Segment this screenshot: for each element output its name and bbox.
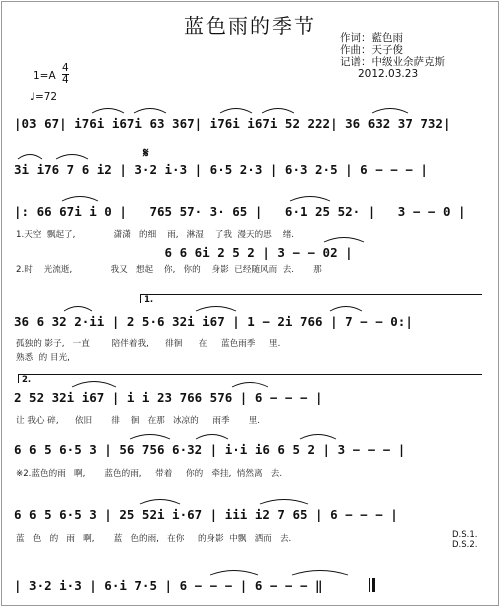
tempo-mark: ♩=72 bbox=[30, 91, 58, 103]
lyric-line-1: 1.天空 飘起了, 潇潇 的细 雨, 淋湿 了我 漫天的思 绪. bbox=[16, 230, 295, 240]
slur bbox=[140, 500, 180, 505]
time-signature-top: 4 bbox=[62, 62, 69, 74]
slur bbox=[134, 109, 166, 114]
segno-sign: 𝄋 bbox=[143, 146, 149, 161]
slur bbox=[260, 500, 308, 505]
slur bbox=[300, 435, 336, 440]
slur bbox=[330, 307, 362, 312]
time-signature-bottom: 4 bbox=[62, 74, 69, 86]
ds-mark-2: D.S.2. bbox=[452, 540, 478, 550]
notation-row-9: | 3·2 i·3 | 6·i 7·5 | 6 − − − | 6 − − − ‖ bbox=[14, 577, 323, 593]
slur bbox=[220, 109, 252, 114]
notation-row-5: 36 6 32 2·ii | 2 5·6 32i i67 | 1 − 2i 766 | 7 − − 0:| bbox=[14, 313, 413, 329]
key-signature: 1=A bbox=[33, 70, 56, 82]
slur bbox=[64, 307, 92, 312]
composer-credit: 作曲：天子俊 bbox=[340, 44, 403, 56]
slur bbox=[262, 109, 294, 114]
slur bbox=[292, 571, 348, 576]
slur bbox=[290, 197, 330, 202]
second-ending-bracket: 2. bbox=[18, 374, 482, 383]
slur bbox=[372, 109, 408, 114]
transcriber-credit: 记谱：中级业余萨克斯 bbox=[340, 56, 445, 68]
date-credit: 2012.03.23 bbox=[358, 68, 419, 80]
slur bbox=[18, 155, 42, 160]
notation-row-3: |: 66 67i i 0 | 765 57· 3· 65 | 6·1 25 52· | 3 − − 0 | bbox=[14, 203, 466, 219]
lyric-line-5: 让 我心 碎, 依旧 徘 徊 在那 冰凉的 雨季 里. bbox=[16, 416, 261, 426]
slur bbox=[130, 435, 170, 440]
notation-row-7: 6 6 5 6·5 3 | 56 756 6·32 | i·i i6 6 5 2 | 3 − − − | bbox=[14, 441, 406, 457]
slur bbox=[92, 109, 124, 114]
notation-row-2: 3i i76 7 6 i2 | 3·2 i·3 | 6·5 2·3 | 6·3 2·5 | 6 − − − | bbox=[14, 161, 428, 177]
lyricist-credit: 作词：藍色雨 bbox=[340, 32, 403, 44]
slur bbox=[324, 238, 364, 243]
notation-row-8: 6 6 5 6·5 3 | 25 52i i·67 | iii i2 7 65 | 6 − − − | bbox=[14, 506, 398, 522]
lyric-line-3: 孤独的 影子, 一直 陪伴着我, 徘徊 在 蓝色雨季 里. bbox=[16, 339, 281, 349]
notation-row-1: |03 67| i76i i67i 63 367| i76i i67i 52 222| 36 632 37 732| bbox=[14, 115, 451, 131]
slur bbox=[196, 435, 228, 440]
slur bbox=[196, 307, 236, 312]
first-ending-bracket: 1. bbox=[140, 294, 482, 303]
slur bbox=[72, 382, 116, 388]
notation-row-4: 6 6 6i 2 5 2 | 3 − − 02 | bbox=[14, 244, 353, 260]
lyric-line-6: ※2.蓝色的雨 啊, 蓝色的雨, 带着 你的 牵挂, 悄然离 去. bbox=[16, 469, 283, 479]
lyric-line-4: 熟悉 的 目光, bbox=[16, 353, 70, 363]
slur bbox=[210, 571, 258, 576]
slur bbox=[62, 197, 98, 202]
lyric-line-7: 蓝 色 的 雨 啊, 蓝 色的雨, 在你 的身影 中飘 洒而 去. bbox=[16, 534, 292, 544]
song-title: 蓝色雨的季节 bbox=[184, 14, 316, 38]
lyric-line-2: 2.时 光流逝, 我又 想起 你, 你的 身影 已经随风而 去. 那 bbox=[16, 265, 322, 275]
notation-row-6: 2 52 32i i67 | i i 23 766 576 | 6 − − − | bbox=[14, 389, 323, 405]
slur bbox=[232, 383, 268, 388]
ds-mark-1: D.S.1. bbox=[452, 530, 478, 540]
slur bbox=[56, 155, 88, 160]
